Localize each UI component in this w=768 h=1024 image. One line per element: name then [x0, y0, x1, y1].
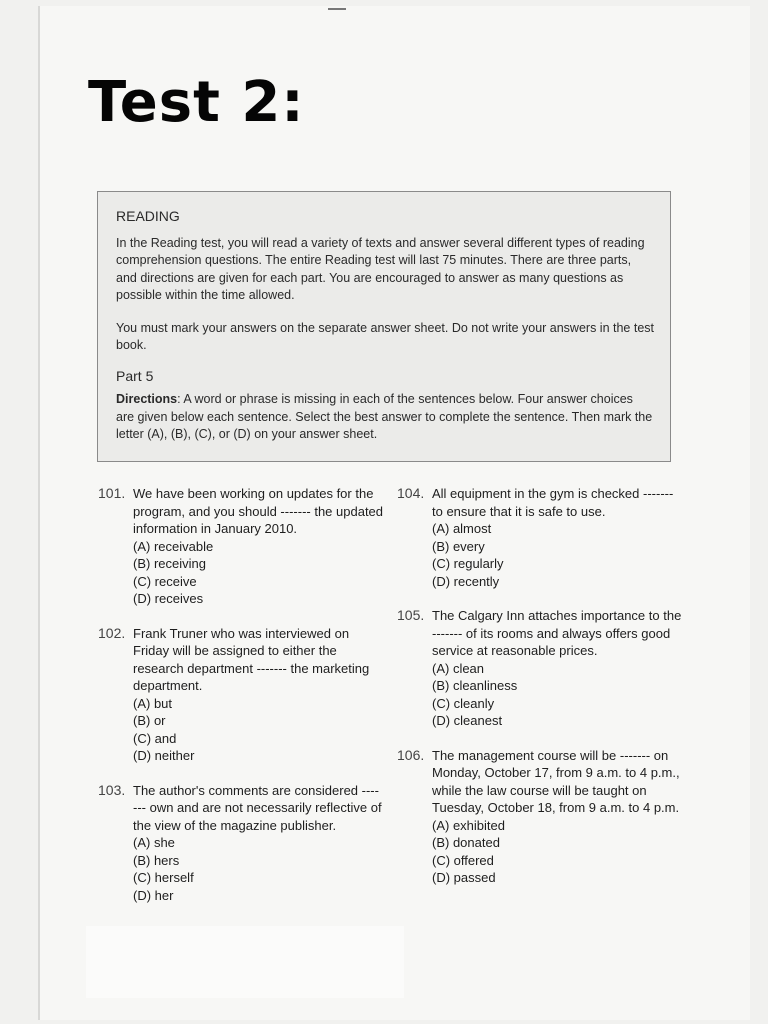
page-edge-shadow [38, 6, 40, 1020]
question-text: All equipment in the gym is checked ------- to ensure that it is safe to use. [432, 486, 674, 519]
option-a: (A) almost [432, 521, 492, 536]
question-101 [98, 485, 383, 608]
option-a: (A) exhibited [432, 817, 505, 833]
option-d: (D) receives [133, 591, 204, 606]
option-d: (D) her [133, 887, 174, 903]
question-104 [397, 485, 687, 590]
question-106 [397, 747, 687, 887]
reading-intro: In the Reading test, you will read a variety of texts and answer several different types of reading comprehension questions. The entire Reading test will last 75 minutes. There are three parts, and directions are given for each part. You are encouraged to answer as many questions as possible within the time allowed. [116, 235, 645, 302]
question-number: 104. [397, 485, 425, 501]
option-b: (B) cleanliness [432, 678, 518, 693]
directions-text: : A word or phrase is missing in each of the sentences below. Four answer choices are given below each sentence. Select the best answer to complete the sentence. Then mark the letter (A), (B), (C), or (D) on your answer sheet. [116, 392, 653, 441]
option-b: (B) receiving [133, 556, 206, 571]
blank-paper-area [86, 926, 404, 998]
option-a: (A) receivable [133, 538, 214, 554]
option-d: (D) recently [432, 573, 500, 589]
option-b: (B) every [432, 538, 485, 554]
option-a: (A) but [133, 695, 173, 711]
option-d: (D) neither [133, 748, 195, 763]
question-105 [397, 607, 687, 730]
reading-directions-box [97, 191, 671, 462]
question-text: The Calgary Inn attaches importance to the ------- of its rooms and always offers good service at reasonable prices. [432, 608, 682, 658]
option-c: (C) herself [133, 870, 194, 885]
option-b: (B) hers [133, 852, 180, 868]
question-number: 101. [98, 485, 126, 501]
question-text: The author's comments are considered ------- own and are not necessarily reflective of the view of the magazine publisher. [133, 782, 382, 833]
option-a: (A) clean [432, 660, 485, 676]
scan-mark [328, 8, 346, 10]
directions-label: Directions [116, 392, 178, 406]
question-number: 105. [397, 607, 425, 623]
question-103 [98, 782, 383, 905]
option-d: (D) passed [432, 870, 496, 885]
part-directions [116, 391, 654, 444]
question-text: We have been working on updates for the program, and you should ------- the updated information in January 2010. [133, 486, 384, 536]
option-b: (B) donated [432, 835, 500, 850]
question-number: 103. [98, 781, 126, 798]
part-label: Part 5 [116, 367, 154, 384]
option-c: (C) offered [432, 852, 494, 868]
question-102 [98, 625, 383, 765]
questions-column-left [98, 485, 383, 921]
answer-sheet-note: You must mark your answers on the separate answer sheet. Do not write your answers in the test book. [116, 320, 654, 352]
option-a: (A) she [133, 835, 175, 850]
questions-column-right [397, 485, 687, 904]
option-c: (C) cleanly [432, 695, 495, 711]
option-b: (B) or [133, 713, 166, 728]
question-number: 102. [98, 624, 126, 641]
question-text: The management course will be ------- on Monday, October 17, from 9 a.m. to 4 p.m., while the law course will be taught on Tuesday, October 18, from 9 a.m. to 4 p.m. [432, 747, 680, 815]
question-text: Frank Truner who was interviewed on Friday will be assigned to either the research department ------- the marketing department. [133, 625, 370, 693]
test-title: Test 2: [88, 70, 305, 135]
option-d: (D) cleanest [432, 713, 503, 728]
option-c: (C) regularly [432, 556, 504, 571]
option-c: (C) and [133, 730, 177, 746]
question-number: 106. [397, 746, 425, 763]
option-c: (C) receive [133, 573, 197, 589]
section-heading: READING [116, 208, 180, 224]
